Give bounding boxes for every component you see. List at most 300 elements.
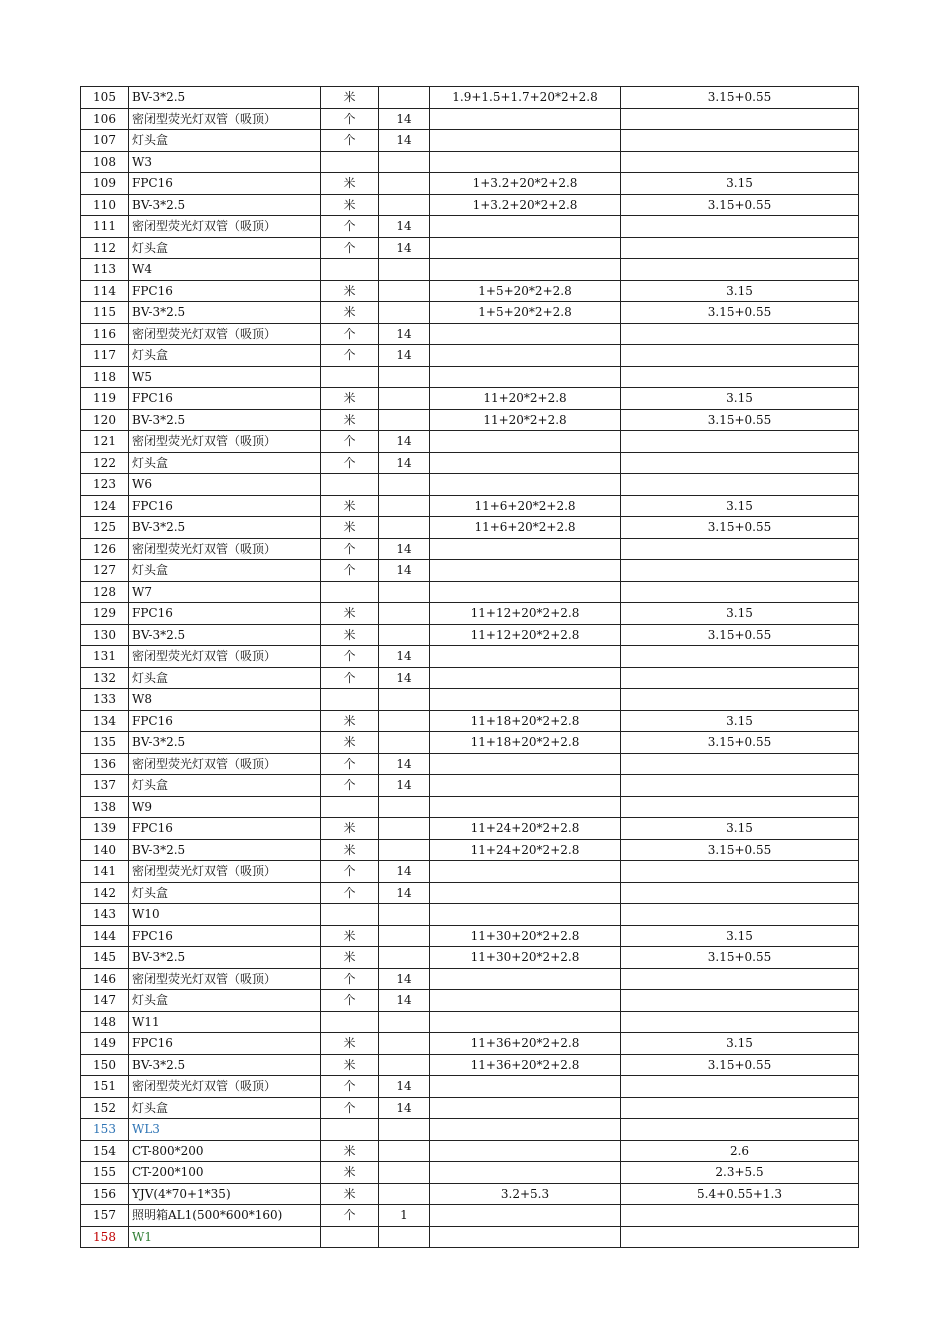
row-number[interactable]: 110 [81,194,129,216]
unit-cell[interactable] [321,259,379,281]
height-formula-cell[interactable] [621,904,859,926]
row-number[interactable]: 135 [81,732,129,754]
row-number[interactable]: 154 [81,1140,129,1162]
formula-cell[interactable]: 1+3.2+20*2+2.8 [430,173,621,195]
quantity-cell[interactable] [379,1140,430,1162]
height-formula-cell[interactable]: 3.15 [621,495,859,517]
unit-cell[interactable]: 个 [321,882,379,904]
quantity-cell[interactable]: 14 [379,990,430,1012]
formula-cell[interactable]: 11+18+20*2+2.8 [430,732,621,754]
item-name-cell[interactable]: FPC16 [129,925,321,947]
height-formula-cell[interactable]: 3.15+0.55 [621,839,859,861]
quantity-cell[interactable] [379,259,430,281]
row-number[interactable]: 146 [81,968,129,990]
row-number[interactable]: 158 [81,1226,129,1248]
formula-cell[interactable]: 11+6+20*2+2.8 [430,517,621,539]
row-number[interactable]: 113 [81,259,129,281]
row-number[interactable]: 124 [81,495,129,517]
item-name-cell[interactable]: BV-3*2.5 [129,409,321,431]
height-formula-cell[interactable] [621,130,859,152]
height-formula-cell[interactable] [621,237,859,259]
unit-cell[interactable]: 米 [321,173,379,195]
quantity-cell[interactable]: 14 [379,753,430,775]
height-formula-cell[interactable] [621,345,859,367]
height-formula-cell[interactable] [621,323,859,345]
item-name-cell[interactable]: 密闭型荧光灯双管（吸顶） [129,753,321,775]
height-formula-cell[interactable]: 3.15 [621,388,859,410]
unit-cell[interactable]: 米 [321,1140,379,1162]
item-name-cell[interactable]: 灯头盒 [129,882,321,904]
height-formula-cell[interactable] [621,1119,859,1141]
row-number[interactable]: 132 [81,667,129,689]
row-number[interactable]: 118 [81,366,129,388]
unit-cell[interactable]: 米 [321,388,379,410]
unit-cell[interactable]: 个 [321,990,379,1012]
item-name-cell[interactable]: W7 [129,581,321,603]
row-number[interactable]: 140 [81,839,129,861]
row-number[interactable]: 149 [81,1033,129,1055]
quantity-cell[interactable] [379,1033,430,1055]
quantity-cell[interactable]: 14 [379,560,430,582]
formula-cell[interactable] [430,861,621,883]
unit-cell[interactable]: 个 [321,1076,379,1098]
quantity-cell[interactable]: 1 [379,1205,430,1227]
row-number[interactable]: 129 [81,603,129,625]
formula-cell[interactable] [430,689,621,711]
row-number[interactable]: 145 [81,947,129,969]
row-number[interactable]: 121 [81,431,129,453]
height-formula-cell[interactable]: 5.4+0.55+1.3 [621,1183,859,1205]
item-name-cell[interactable]: BV-3*2.5 [129,1054,321,1076]
quantity-cell[interactable]: 14 [379,108,430,130]
quantity-cell[interactable]: 14 [379,452,430,474]
row-number[interactable]: 111 [81,216,129,238]
item-name-cell[interactable]: 灯头盒 [129,345,321,367]
formula-cell[interactable] [430,990,621,1012]
item-name-cell[interactable]: FPC16 [129,818,321,840]
formula-cell[interactable] [430,1119,621,1141]
row-number[interactable]: 151 [81,1076,129,1098]
formula-cell[interactable] [430,560,621,582]
item-name-cell[interactable]: FPC16 [129,173,321,195]
unit-cell[interactable]: 个 [321,667,379,689]
row-number[interactable]: 143 [81,904,129,926]
item-name-cell[interactable]: 灯头盒 [129,237,321,259]
row-number[interactable]: 138 [81,796,129,818]
unit-cell[interactable] [321,581,379,603]
row-number[interactable]: 116 [81,323,129,345]
row-number[interactable]: 142 [81,882,129,904]
quantity-cell[interactable]: 14 [379,861,430,883]
formula-cell[interactable] [430,1205,621,1227]
row-number[interactable]: 136 [81,753,129,775]
formula-cell[interactable]: 11+20*2+2.8 [430,388,621,410]
unit-cell[interactable]: 个 [321,538,379,560]
height-formula-cell[interactable] [621,861,859,883]
unit-cell[interactable]: 个 [321,237,379,259]
row-number[interactable]: 120 [81,409,129,431]
height-formula-cell[interactable] [621,431,859,453]
row-number[interactable]: 125 [81,517,129,539]
quantity-cell[interactable]: 14 [379,237,430,259]
quantity-cell[interactable] [379,1011,430,1033]
height-formula-cell[interactable] [621,667,859,689]
height-formula-cell[interactable]: 3.15+0.55 [621,87,859,109]
unit-cell[interactable] [321,151,379,173]
unit-cell[interactable] [321,366,379,388]
item-name-cell[interactable]: BV-3*2.5 [129,839,321,861]
item-name-cell[interactable]: 灯头盒 [129,990,321,1012]
row-number[interactable]: 133 [81,689,129,711]
unit-cell[interactable] [321,796,379,818]
height-formula-cell[interactable]: 3.15 [621,603,859,625]
formula-cell[interactable]: 11+6+20*2+2.8 [430,495,621,517]
item-name-cell[interactable]: BV-3*2.5 [129,87,321,109]
formula-cell[interactable]: 1+5+20*2+2.8 [430,280,621,302]
unit-cell[interactable]: 米 [321,1033,379,1055]
unit-cell[interactable] [321,689,379,711]
unit-cell[interactable]: 个 [321,452,379,474]
quantity-cell[interactable] [379,710,430,732]
row-number[interactable]: 130 [81,624,129,646]
quantity-cell[interactable] [379,1054,430,1076]
quantity-cell[interactable]: 14 [379,646,430,668]
height-formula-cell[interactable] [621,1076,859,1098]
row-number[interactable]: 150 [81,1054,129,1076]
item-name-cell[interactable]: BV-3*2.5 [129,302,321,324]
formula-cell[interactable]: 11+36+20*2+2.8 [430,1033,621,1055]
quantity-cell[interactable]: 14 [379,1076,430,1098]
item-name-cell[interactable]: W8 [129,689,321,711]
quantity-cell[interactable]: 14 [379,323,430,345]
quantity-cell[interactable] [379,388,430,410]
height-formula-cell[interactable] [621,538,859,560]
height-formula-cell[interactable] [621,1011,859,1033]
unit-cell[interactable]: 个 [321,345,379,367]
unit-cell[interactable] [321,904,379,926]
quantity-cell[interactable] [379,1226,430,1248]
quantity-cell[interactable] [379,818,430,840]
unit-cell[interactable]: 米 [321,1054,379,1076]
row-number[interactable]: 141 [81,861,129,883]
quantity-cell[interactable] [379,302,430,324]
row-number[interactable]: 112 [81,237,129,259]
quantity-cell[interactable] [379,495,430,517]
item-name-cell[interactable]: 灯头盒 [129,775,321,797]
quantity-cell[interactable] [379,517,430,539]
unit-cell[interactable]: 个 [321,216,379,238]
row-number[interactable]: 137 [81,775,129,797]
unit-cell[interactable]: 米 [321,302,379,324]
height-formula-cell[interactable]: 3.15+0.55 [621,624,859,646]
height-formula-cell[interactable]: 3.15+0.55 [621,517,859,539]
formula-cell[interactable] [430,796,621,818]
height-formula-cell[interactable] [621,968,859,990]
item-name-cell[interactable]: 密闭型荧光灯双管（吸顶） [129,431,321,453]
formula-cell[interactable] [430,968,621,990]
unit-cell[interactable] [321,1011,379,1033]
formula-cell[interactable] [430,1140,621,1162]
item-name-cell[interactable]: W10 [129,904,321,926]
unit-cell[interactable]: 个 [321,775,379,797]
row-number[interactable]: 157 [81,1205,129,1227]
formula-cell[interactable]: 1.9+1.5+1.7+20*2+2.8 [430,87,621,109]
quantity-cell[interactable] [379,1183,430,1205]
row-number[interactable]: 109 [81,173,129,195]
formula-cell[interactable] [430,775,621,797]
quantity-cell[interactable] [379,581,430,603]
unit-cell[interactable]: 个 [321,323,379,345]
quantity-cell[interactable] [379,689,430,711]
height-formula-cell[interactable]: 2.6 [621,1140,859,1162]
height-formula-cell[interactable] [621,990,859,1012]
quantity-cell[interactable] [379,925,430,947]
formula-cell[interactable] [430,216,621,238]
unit-cell[interactable]: 个 [321,431,379,453]
row-number[interactable]: 155 [81,1162,129,1184]
unit-cell[interactable]: 个 [321,861,379,883]
row-number[interactable]: 107 [81,130,129,152]
formula-cell[interactable]: 11+18+20*2+2.8 [430,710,621,732]
formula-cell[interactable] [430,646,621,668]
row-number[interactable]: 153 [81,1119,129,1141]
unit-cell[interactable]: 米 [321,87,379,109]
formula-cell[interactable] [430,474,621,496]
item-name-cell[interactable]: FPC16 [129,495,321,517]
height-formula-cell[interactable] [621,1226,859,1248]
formula-cell[interactable]: 11+20*2+2.8 [430,409,621,431]
item-name-cell[interactable]: FPC16 [129,710,321,732]
unit-cell[interactable]: 米 [321,624,379,646]
unit-cell[interactable]: 个 [321,108,379,130]
height-formula-cell[interactable] [621,1205,859,1227]
formula-cell[interactable]: 11+30+20*2+2.8 [430,947,621,969]
unit-cell[interactable]: 米 [321,925,379,947]
row-number[interactable]: 131 [81,646,129,668]
height-formula-cell[interactable]: 3.15+0.55 [621,947,859,969]
item-name-cell[interactable]: YJV(4*70+1*35) [129,1183,321,1205]
formula-cell[interactable]: 3.2+5.3 [430,1183,621,1205]
item-name-cell[interactable]: CT-200*100 [129,1162,321,1184]
height-formula-cell[interactable]: 3.15+0.55 [621,732,859,754]
unit-cell[interactable]: 米 [321,1183,379,1205]
item-name-cell[interactable]: FPC16 [129,388,321,410]
item-name-cell[interactable]: FPC16 [129,603,321,625]
item-name-cell[interactable]: 灯头盒 [129,130,321,152]
formula-cell[interactable]: 11+24+20*2+2.8 [430,818,621,840]
height-formula-cell[interactable] [621,882,859,904]
unit-cell[interactable]: 个 [321,646,379,668]
formula-cell[interactable] [430,237,621,259]
item-name-cell[interactable]: W1 [129,1226,321,1248]
height-formula-cell[interactable] [621,108,859,130]
quantity-cell[interactable]: 14 [379,431,430,453]
formula-cell[interactable] [430,1226,621,1248]
unit-cell[interactable] [321,474,379,496]
formula-cell[interactable]: 11+30+20*2+2.8 [430,925,621,947]
unit-cell[interactable]: 个 [321,560,379,582]
item-name-cell[interactable]: W9 [129,796,321,818]
item-name-cell[interactable]: FPC16 [129,1033,321,1055]
formula-cell[interactable] [430,904,621,926]
formula-cell[interactable] [430,1097,621,1119]
item-name-cell[interactable]: W3 [129,151,321,173]
row-number[interactable]: 108 [81,151,129,173]
unit-cell[interactable]: 个 [321,753,379,775]
unit-cell[interactable]: 米 [321,280,379,302]
quantity-cell[interactable]: 14 [379,667,430,689]
formula-cell[interactable]: 11+24+20*2+2.8 [430,839,621,861]
item-name-cell[interactable]: 灯头盒 [129,452,321,474]
row-number[interactable]: 134 [81,710,129,732]
formula-cell[interactable] [430,108,621,130]
quantity-cell[interactable] [379,474,430,496]
quantity-cell[interactable]: 14 [379,345,430,367]
item-name-cell[interactable]: 密闭型荧光灯双管（吸顶） [129,108,321,130]
formula-cell[interactable] [430,130,621,152]
quantity-cell[interactable] [379,732,430,754]
height-formula-cell[interactable]: 2.3+5.5 [621,1162,859,1184]
height-formula-cell[interactable] [621,581,859,603]
unit-cell[interactable]: 米 [321,495,379,517]
quantity-cell[interactable] [379,796,430,818]
quantity-cell[interactable] [379,366,430,388]
formula-cell[interactable] [430,431,621,453]
formula-cell[interactable] [430,259,621,281]
quantity-cell[interactable] [379,194,430,216]
height-formula-cell[interactable]: 3.15 [621,925,859,947]
item-name-cell[interactable]: W6 [129,474,321,496]
height-formula-cell[interactable] [621,216,859,238]
height-formula-cell[interactable]: 3.15+0.55 [621,409,859,431]
item-name-cell[interactable]: BV-3*2.5 [129,194,321,216]
item-name-cell[interactable]: 灯头盒 [129,560,321,582]
formula-cell[interactable] [430,1076,621,1098]
row-number[interactable]: 148 [81,1011,129,1033]
unit-cell[interactable]: 米 [321,818,379,840]
unit-cell[interactable]: 个 [321,1205,379,1227]
quantity-cell[interactable] [379,624,430,646]
height-formula-cell[interactable] [621,775,859,797]
quantity-cell[interactable] [379,904,430,926]
formula-cell[interactable] [430,581,621,603]
row-number[interactable]: 119 [81,388,129,410]
height-formula-cell[interactable] [621,796,859,818]
height-formula-cell[interactable]: 3.15 [621,280,859,302]
formula-cell[interactable] [430,882,621,904]
row-number[interactable]: 114 [81,280,129,302]
item-name-cell[interactable]: W11 [129,1011,321,1033]
item-name-cell[interactable]: WL3 [129,1119,321,1141]
row-number[interactable]: 126 [81,538,129,560]
height-formula-cell[interactable] [621,452,859,474]
quantity-cell[interactable]: 14 [379,216,430,238]
unit-cell[interactable]: 米 [321,409,379,431]
row-number[interactable]: 147 [81,990,129,1012]
row-number[interactable]: 127 [81,560,129,582]
formula-cell[interactable] [430,667,621,689]
unit-cell[interactable] [321,1119,379,1141]
formula-cell[interactable] [430,538,621,560]
item-name-cell[interactable]: 密闭型荧光灯双管（吸顶） [129,861,321,883]
quantity-cell[interactable]: 14 [379,775,430,797]
item-name-cell[interactable]: BV-3*2.5 [129,517,321,539]
formula-cell[interactable]: 11+36+20*2+2.8 [430,1054,621,1076]
formula-cell[interactable] [430,1162,621,1184]
height-formula-cell[interactable] [621,366,859,388]
item-name-cell[interactable]: W5 [129,366,321,388]
height-formula-cell[interactable]: 3.15 [621,818,859,840]
unit-cell[interactable]: 米 [321,194,379,216]
height-formula-cell[interactable]: 3.15+0.55 [621,194,859,216]
height-formula-cell[interactable]: 3.15+0.55 [621,302,859,324]
formula-cell[interactable] [430,452,621,474]
row-number[interactable]: 139 [81,818,129,840]
item-name-cell[interactable]: 密闭型荧光灯双管（吸顶） [129,216,321,238]
quantity-cell[interactable] [379,947,430,969]
formula-cell[interactable] [430,1011,621,1033]
formula-cell[interactable] [430,366,621,388]
quantity-cell[interactable] [379,839,430,861]
row-number[interactable]: 123 [81,474,129,496]
height-formula-cell[interactable] [621,646,859,668]
item-name-cell[interactable]: 密闭型荧光灯双管（吸顶） [129,323,321,345]
formula-cell[interactable] [430,323,621,345]
row-number[interactable]: 115 [81,302,129,324]
item-name-cell[interactable]: W4 [129,259,321,281]
unit-cell[interactable]: 米 [321,732,379,754]
unit-cell[interactable]: 个 [321,1097,379,1119]
item-name-cell[interactable]: 密闭型荧光灯双管（吸顶） [129,538,321,560]
item-name-cell[interactable]: FPC16 [129,280,321,302]
height-formula-cell[interactable] [621,689,859,711]
height-formula-cell[interactable]: 3.15 [621,1033,859,1055]
item-name-cell[interactable]: BV-3*2.5 [129,947,321,969]
height-formula-cell[interactable] [621,259,859,281]
quantity-cell[interactable] [379,1162,430,1184]
formula-cell[interactable]: 1+5+20*2+2.8 [430,302,621,324]
formula-cell[interactable] [430,753,621,775]
quantity-cell[interactable] [379,1119,430,1141]
height-formula-cell[interactable] [621,1097,859,1119]
row-number[interactable]: 122 [81,452,129,474]
unit-cell[interactable]: 米 [321,839,379,861]
height-formula-cell[interactable]: 3.15+0.55 [621,1054,859,1076]
unit-cell[interactable]: 米 [321,1162,379,1184]
height-formula-cell[interactable]: 3.15 [621,173,859,195]
item-name-cell[interactable]: 密闭型荧光灯双管（吸顶） [129,968,321,990]
quantity-cell[interactable] [379,173,430,195]
quantity-cell[interactable] [379,151,430,173]
item-name-cell[interactable]: 密闭型荧光灯双管（吸顶） [129,1076,321,1098]
item-name-cell[interactable]: 灯头盒 [129,1097,321,1119]
height-formula-cell[interactable] [621,474,859,496]
unit-cell[interactable]: 个 [321,968,379,990]
unit-cell[interactable]: 米 [321,603,379,625]
row-number[interactable]: 106 [81,108,129,130]
unit-cell[interactable]: 个 [321,130,379,152]
height-formula-cell[interactable] [621,151,859,173]
row-number[interactable]: 156 [81,1183,129,1205]
unit-cell[interactable]: 米 [321,947,379,969]
row-number[interactable]: 128 [81,581,129,603]
item-name-cell[interactable]: 灯头盒 [129,667,321,689]
quantity-cell[interactable]: 14 [379,130,430,152]
formula-cell[interactable]: 11+12+20*2+2.8 [430,603,621,625]
quantity-cell[interactable]: 14 [379,1097,430,1119]
quantity-cell[interactable]: 14 [379,538,430,560]
formula-cell[interactable]: 1+3.2+20*2+2.8 [430,194,621,216]
